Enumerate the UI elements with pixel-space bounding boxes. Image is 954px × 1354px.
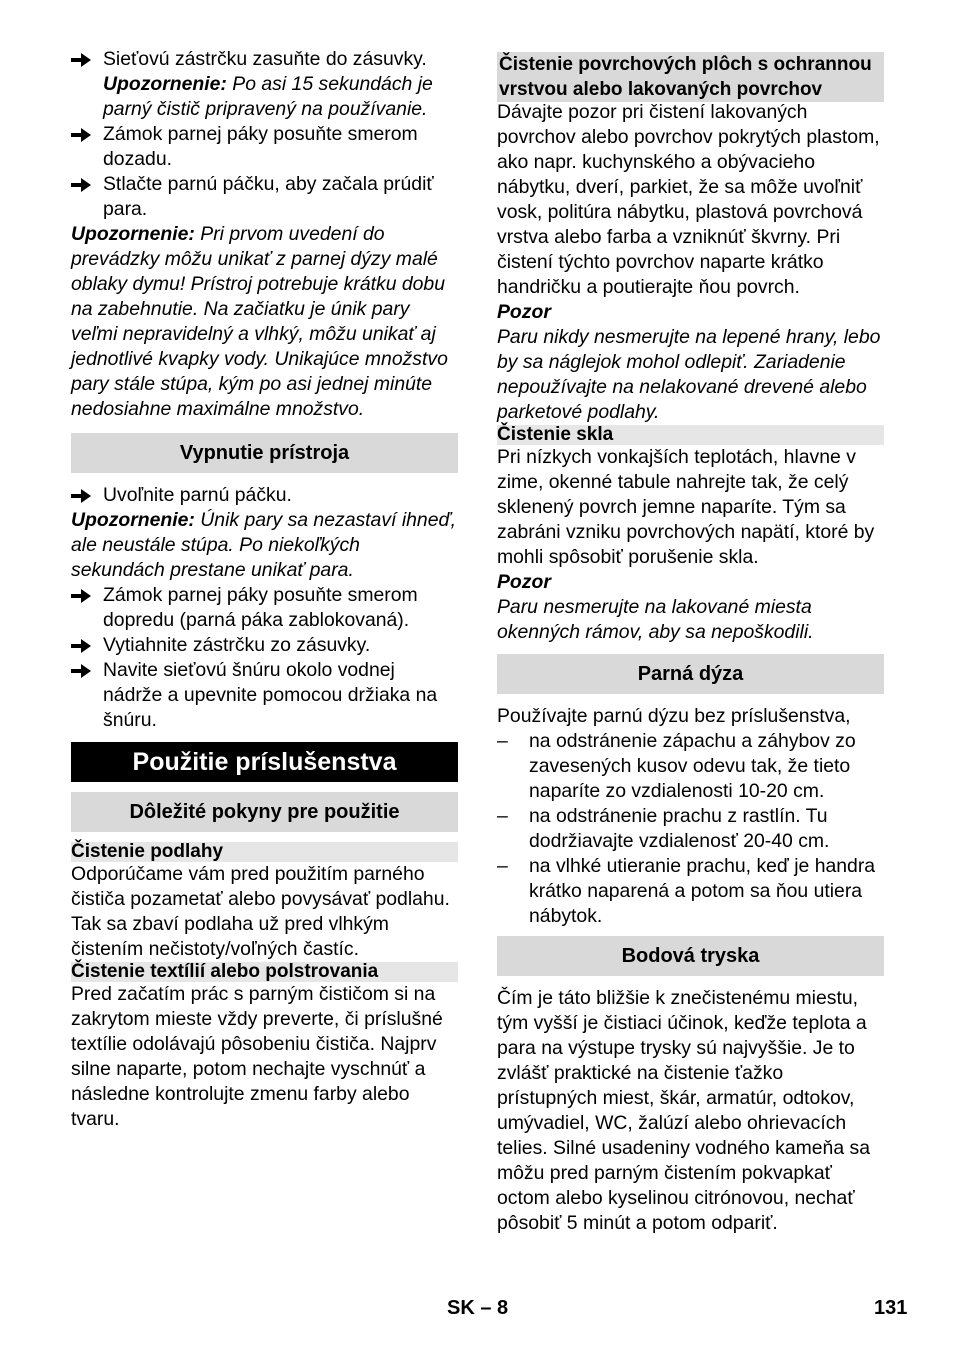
- paragraph-textile-cleaning: Pred začatím prác s parným čističom si na zakrytom mieste vždy preverte, či príslušné textílie odolávajú pôsobeniu čističa. Najprv silne naparte, potom nechajte vyschnúť a následne kontrolujte zmenu farby alebo tvaru.: [71, 983, 443, 1130]
- list-item-text: na vlhké utieranie prachu, keď je handra krátko naparená a potom sa ňou utiera nábytok.: [529, 855, 876, 927]
- dash-bullet: –: [497, 730, 508, 752]
- list-item: [497, 804, 884, 854]
- paragraph-coated-surfaces: Dávajte pozor pri čistení lakovaných povrchov alebo povrchov pokrytých plastom, ako napr. kuchynského a obývacieho nábytku, dverí, parkiet, že sa môže uvoľniť vosk, politúra nábytku, plastová povrchová vrstva alebo farba a vzniknúť škvrny. Pri čistení týchto povrchov naparte krátko handričku a poutierajte ňou povrch.: [497, 101, 880, 298]
- paragraph-steam-nozzle: Používajte parnú dýzu bez príslušenstva,: [497, 705, 851, 727]
- right-column: [497, 47, 884, 1236]
- arrow-icon: [71, 639, 91, 653]
- dash-bullet: –: [497, 805, 508, 827]
- step-text: Zámok parnej páky posuňte smerom dozadu.: [103, 123, 418, 170]
- step-press-lever: [71, 172, 458, 222]
- caution-text: Paru nesmerujte na lakované miesta okenných rámov, aby sa nepoškodili.: [497, 596, 814, 643]
- arrow-icon: [71, 589, 91, 603]
- note-steam-stop: [71, 508, 458, 583]
- step-text: Navite sieťovú šnúru okolo vodnej nádrže a upevnite pomocou držiaka na šnúru.: [103, 659, 438, 731]
- step-wind-cord: [71, 658, 458, 733]
- dash-bullet: –: [497, 855, 508, 877]
- list-item-text: na odstránenie prachu z rastlín. Tu dodržiavajte vzdialenosť 20-40 cm.: [529, 805, 830, 852]
- paragraph-point-nozzle: Čím je táto bližšie k znečistenému miestu, tým vyšší je čistiaci účinok, keďže teplota a para na výstupe trysky sú najvyššie. Je to zvlášť praktické na čistenie ťažko prístupných miest, škár, armatúr, odtokov, umývadiel, WC, žalúzí alebo ohrievacích telies. Silné usadeniny vodného kameňa sa môžu pred parným čistením pokvapkať octom alebo kyselinou citrónovou, nechať pôsobiť 5 minút a potom odpariť.: [497, 987, 870, 1234]
- left-column: [71, 47, 458, 1132]
- footer-page-number: 131: [874, 1297, 908, 1319]
- heading-accessories-use: Použitie príslušenstva: [71, 742, 458, 782]
- heading-coated-surfaces: Čistenie povrchových plôch s ochrannou vrstvou alebo lakovaných povrchov: [497, 52, 884, 102]
- step-text: Zámok parnej páky posuňte smerom dopredu (parná páka zablokovaná).: [103, 584, 418, 631]
- step-lock-forward: [71, 583, 458, 633]
- heading-floor-cleaning: Čistenie podlahy: [71, 842, 458, 862]
- heading-glass-cleaning: Čistenie skla: [497, 425, 884, 445]
- step-unplug: [71, 633, 458, 658]
- step-release-lever: [71, 483, 458, 508]
- caution-text: Paru nikdy nesmerujte na lepené hrany, lebo by sa náglejok mohol odlepiť. Zariadenie nepoužívajte na nelakované drevené alebo parketové podlahy.: [497, 326, 881, 423]
- caution-label: Pozor: [497, 571, 551, 593]
- step-text: Uvoľnite parnú páčku.: [103, 484, 292, 506]
- step-lock-back: [71, 122, 458, 172]
- paragraph-floor-cleaning: Odporúčame vám pred použitím parného čističa pozametať alebo povysávať podlahu. Tak sa zbaví podlaha už pred vlhkým čistením nečistoty/voľných častíc.: [71, 863, 450, 960]
- heading-point-nozzle: Bodová tryska: [497, 936, 884, 976]
- arrow-icon: [71, 128, 91, 142]
- arrow-icon: [71, 178, 91, 192]
- step-plug-in: [71, 47, 458, 122]
- heading-steam-nozzle: Parná dýza: [497, 654, 884, 694]
- list-item-text: na odstránenie zápachu a záhybov zo zavesených kusov odevu tak, že tieto naparíte zo vzdialenosti 10-20 cm.: [529, 730, 856, 802]
- list-item: [497, 729, 884, 804]
- heading-textile-cleaning: Čistenie textílií alebo polstrovania: [71, 962, 458, 982]
- caution-label: Pozor: [497, 301, 551, 323]
- heading-switch-off: Vypnutie prístroja: [71, 433, 458, 473]
- note-label: Upozornenie:: [103, 73, 227, 95]
- footer-section: SK – 8: [447, 1297, 509, 1319]
- heading-important-notes: Dôležité pokyny pre použitie: [71, 792, 458, 832]
- note-first-use: [71, 222, 458, 422]
- note-label: Upozornenie:: [71, 509, 195, 531]
- note-label: Upozornenie:: [71, 223, 195, 245]
- step-text: Vytiahnite zástrčku zo zásuvky.: [103, 634, 371, 656]
- arrow-icon: [71, 53, 91, 67]
- note-text: Pri prvom uvedení do prevádzky môžu unikať z parnej dýzy malé oblaky dymu! Prístroj potrebuje krátku dobu na zabehnutie. Na začiatku je únik pary veľmi nepravidelný a vlhký, môžu unikať aj jednotlivé kvapky vody. Unikajúce množstvo pary stále stúpa, kým po asi jednej minúte nedosiahne maximálne množstvo.: [71, 223, 448, 420]
- note-text: Po asi 15 sekundách je parný čistič pripravený na používanie.: [103, 73, 433, 120]
- arrow-icon: [71, 489, 91, 503]
- note-text: Únik pary sa nezastaví ihneď, ale neustále stúpa. Po niekoľkých sekundách prestane unikať para.: [71, 509, 456, 581]
- paragraph-glass-cleaning: Pri nízkych vonkajších teplotách, hlavne v zime, okenné tabule nahrejte tak, že celý sklenený povrch jemne naparíte. Tým sa zabráni vzniku povrchových napätí, ktoré by mohli spôsobiť porušenie skla.: [497, 446, 875, 568]
- step-text: Stlačte parnú páčku, aby začala prúdiť para.: [103, 173, 434, 220]
- arrow-icon: [71, 664, 91, 678]
- list-item: [497, 854, 884, 929]
- step-text: Sieťovú zástrčku zasuňte do zásuvky.: [103, 48, 427, 70]
